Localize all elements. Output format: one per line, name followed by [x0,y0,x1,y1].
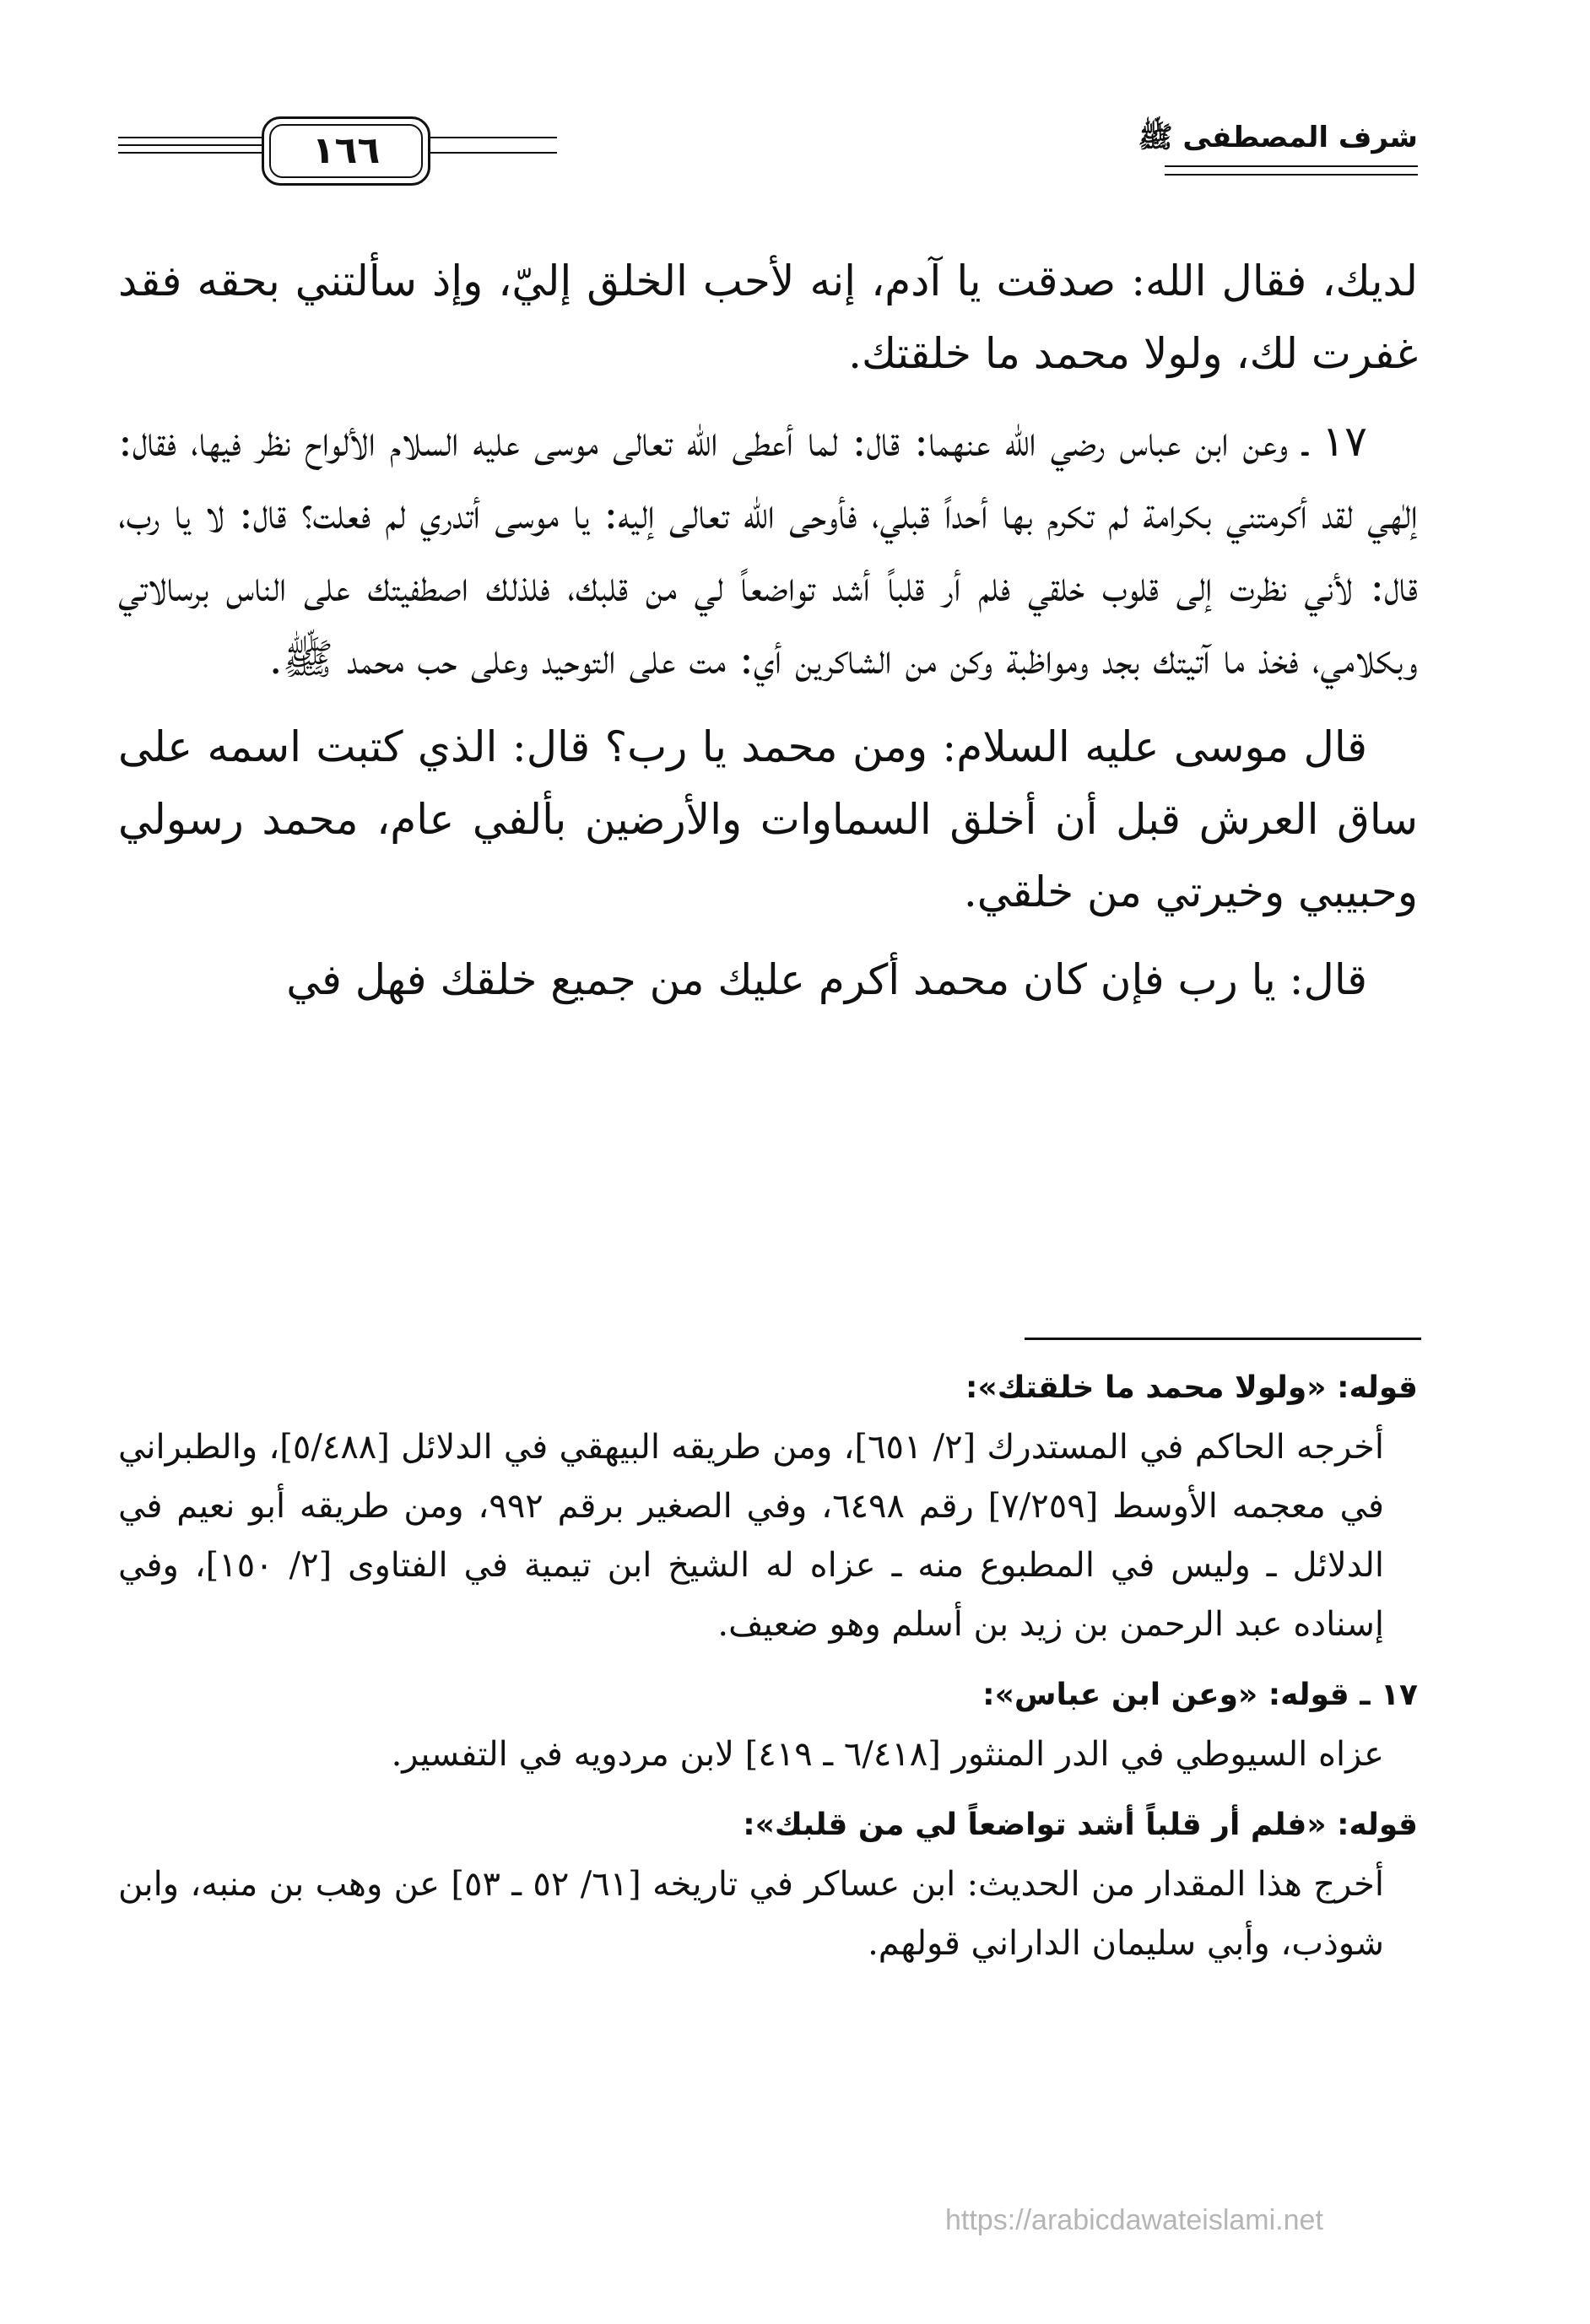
main-paragraph-continued: لديك، فقال الله: صدقت يا آدم، إنه لأحب الخلق إليّ، وإذ سألتني بحقه فقد غفرت لك، ولولا محمد ما خلقتك. [118,257,1418,378]
main-paragraph-musa-question: قال موسى عليه السلام: ومن محمد يا رب؟ قال: الذي كتبت اسمه على ساق العرش قبل أن أخلق السماوات والأرضين بألفي عام، محمد رسولي وحبيبي وخيرتي من خلقي. [118,722,1418,916]
footnote-body: أخرجه الحاكم في المستدرك [٢/ ٦٥١]، ومن طريقه البيهقي في الدلائل [٥/٤٨٨]، والطبراني في معجمه الأوسط [٧/٢٥٩] رقم ٦٤٩٨، وفي الصغير برقم ٩٩٢، ومن طريقه أبو نعيم في الدلائل ـ وليس في المطبوع منه ـ عزاه له الشيخ ابن تيمية في الفتاوى [٢/ ١٥٠]، وفي إسناده عبد الرحمن بن زيد بن أسلم وهو ضعيف. [118,1428,1385,1644]
watermark-url: https://arabicdawateislami.net [945,2204,1323,2236]
footnotes [118,1359,1418,1985]
header-rule [1165,165,1418,176]
footnote-body: عزاه السيوطي في الدر المنثور [٦/٤١٨ ـ ٤١٩] لابن مردويه في التفسير. [391,1735,1384,1774]
page-number-box [262,116,430,186]
footnote-separator [1025,1338,1421,1340]
footnote-heading: قوله: «فلم أر قلباً أشد تواضعاً لي من قلبك»: [743,1808,1418,1842]
page-number-frame [118,116,557,189]
page-number-left-rule [118,137,262,154]
main-paragraph-hadith-17: ١٧ ـ وعن ابن عباس رضي الله عنهما: قال: لما أعطى الله تعالى موسى عليه السلام الألواح نظر فيها، فقال: إلٰهي لقد أكرمتني بكرامة لم تكرم بها أحداً قبلي، فأوحى الله تعالى إليه: يا موسى أتدري لم فعلت؟ قال: لا يا رب، قال: لأني نظرت إلى قلوب خلقي فلم أر قلباً أشد تواضعاً لي من قلبك، فلذلك اصطفيتك على الناس برسالاتي وبكلامي، فخذ ما آتيتك بجد ومواظبة وكن من الشاكرين أي: مت على التوحيد وعلى حب محمد ﷺ. [118,417,1418,684]
main-text [118,245,1418,1031]
footnote-heading: ١٧ ـ قوله: «وعن ابن عباس»: [982,1678,1418,1712]
footnote-heading: قوله: «ولولا محمد ما خلقتك»: [965,1370,1418,1405]
page-header [118,108,1418,192]
running-title: شرف المصطفى ﷺ [1138,121,1418,154]
page-number-right-rule [430,137,557,154]
footnote-body: أخرج هذا المقدار من الحديث: ابن عساكر في تاريخه [٦١/ ٥٢ ـ ٥٣] عن وهب بن منبه، وابن شوذب، وأبي سليمان الداراني قولهم. [118,1865,1384,1963]
page-number: ١٦٦ [311,129,381,172]
main-paragraph-final: قال: يا رب فإن كان محمد أكرم عليك من جميع خلقك فهل في [286,955,1367,1004]
